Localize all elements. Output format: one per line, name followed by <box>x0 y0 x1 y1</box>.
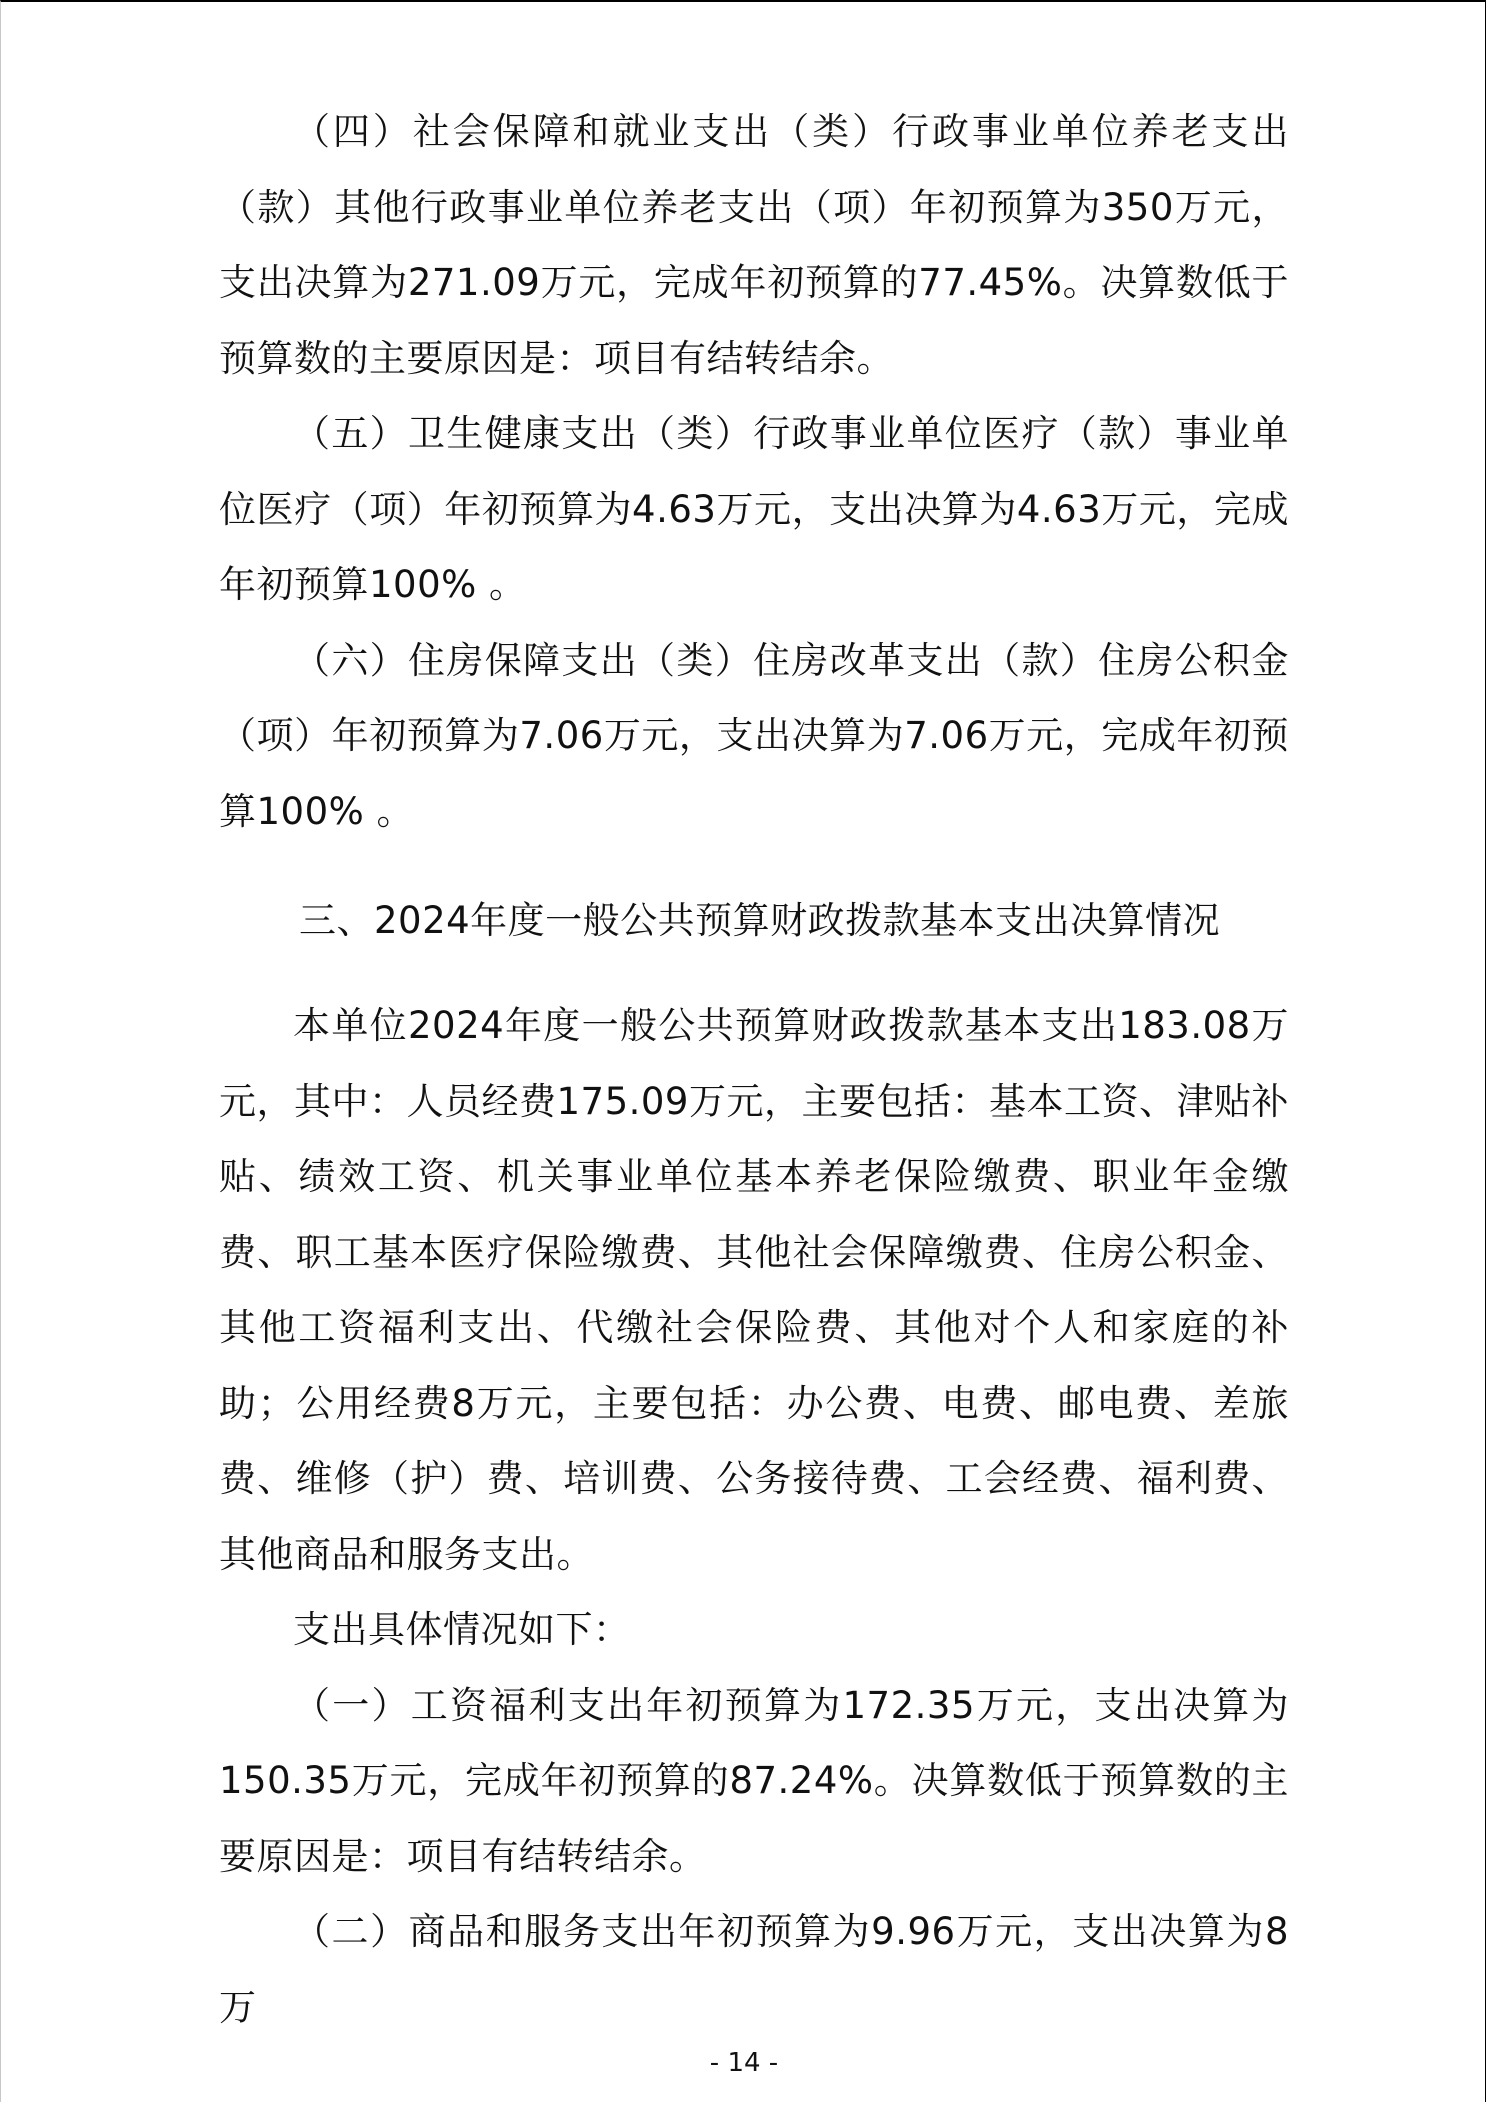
paragraph-salary-welfare: （一）工资福利支出年初预算为172.35万元，支出决算为150.35万元，完成年初预算的87.24%。决算数低于预算数的主要原因是：项目有结转结余。 <box>219 1683 1289 1878</box>
paragraph-social-security: （四）社会保障和就业支出（类）行政事业单位养老支出（款）其他行政事业单位养老支出（项）年初预算为350万元，支出决算为271.09万元，完成年初预算的77.45%。决算数低于预算数的主要原因是：项目有结转结余。 <box>219 110 1289 380</box>
section-heading: 三、2024年度一般公共预算财政拨款基本支出决算情况 <box>299 899 1221 942</box>
paragraph-details-intro: 支出具体情况如下： <box>293 1608 631 1651</box>
paragraph-goods-services: （二）商品和服务支出年初预算为9.96万元，支出决算为8万 <box>219 1910 1289 2029</box>
document-body <box>219 94 1289 2045</box>
paragraph-basic-expenditure: 本单位2024年度一般公共预算财政拨款基本支出183.08万元，其中：人员经费175.09万元，主要包括：基本工资、津贴补贴、绩效工资、机关事业单位基本养老保险缴费、职业年金缴费、职工基本医疗保险缴费、其他社会保障缴费、住房公积金、其他工资福利支出、代缴社会保险费、其他对个人和家庭的补助；公用经费8万元，主要包括：办公费、电费、邮电费、差旅费、维修（护）费、培训费、公务接待费、工会经费、福利费、其他商品和服务支出。 <box>219 1004 1289 1576</box>
paragraph-health: （五）卫生健康支出（类）行政事业单位医疗（款）事业单位医疗（项）年初预算为4.63万元，支出决算为4.63万元，完成年初预算100% 。 <box>219 412 1289 606</box>
paragraph-housing: （六）住房保障支出（类）住房改革支出（款）住房公积金（项）年初预算为7.06万元，支出决算为7.06万元，完成年初预算100% 。 <box>219 638 1289 833</box>
page-number: - 14 - <box>709 2048 779 2078</box>
